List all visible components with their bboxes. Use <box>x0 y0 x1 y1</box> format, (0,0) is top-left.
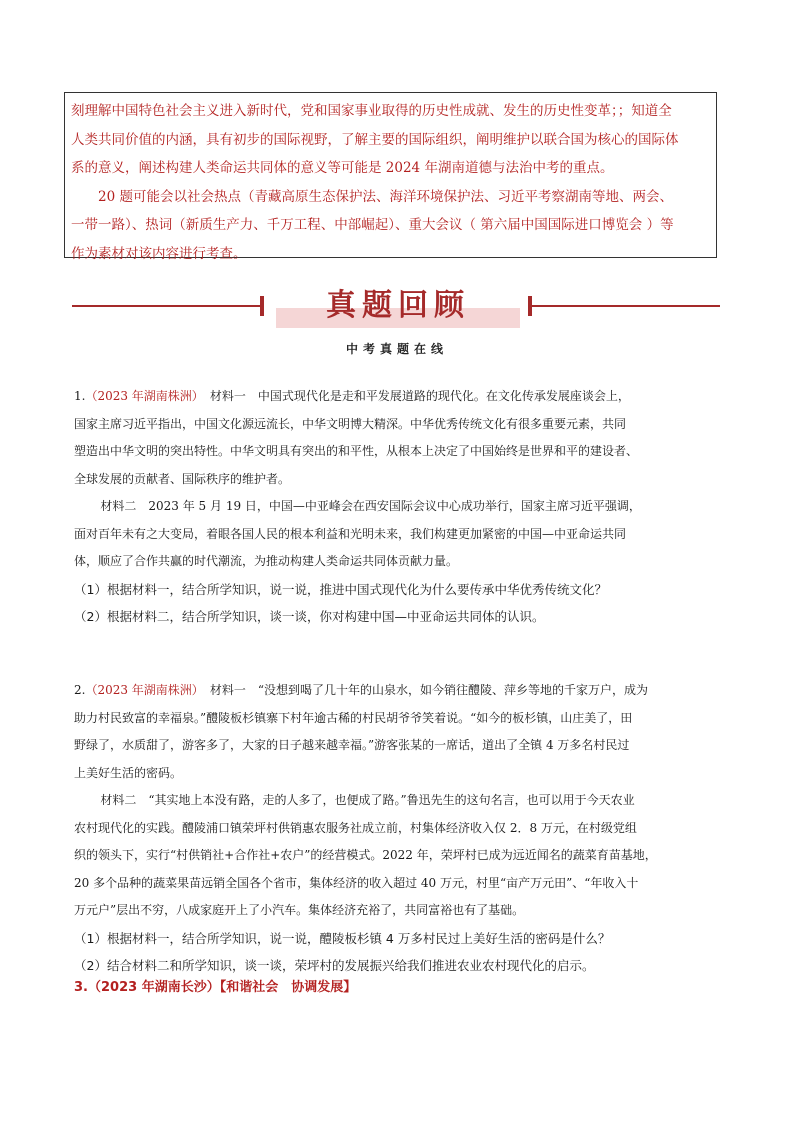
material-line: 国家主席习近平指出，中国文化源远流长，中华文明博大精深。中华优秀传统文化有很多重要元素，共同 <box>74 416 627 431</box>
material-line: 全球发展的贡献者、国际秩序的维护者。 <box>74 471 291 486</box>
question-source: （2023 年湖南株洲） <box>85 683 198 697</box>
question-3-heading: 3.（2023 年湖南长沙）【和谐社会 协调发展】 <box>74 980 357 995</box>
section-header <box>72 284 720 334</box>
sub-question-1: （1）根据材料一，结合所学知识，说一说，推进中国式现代化为什么要传承中华优秀传统文化？ <box>74 581 607 597</box>
question-number: 2. <box>74 683 86 697</box>
divider-cap-left <box>260 296 264 316</box>
material-line: 塑造出中华文明的突出特性。中华文明具有突出的和平性，从根本上决定了中国始终是世界和平的建设者、 <box>74 444 639 458</box>
section-subtitle: 中考真题在线 <box>345 342 448 356</box>
question-source: （2023 年湖南株洲） <box>85 389 198 403</box>
material-line: 上美好生活的密码。 <box>74 765 183 780</box>
material-line: 材料二 “其实地上本没有路，走的人多了，也便成了路。”鲁迅先生的这句名言，也可以用于今天农业 <box>100 793 635 807</box>
material-line: 材料一 “没想到喝了几十年的山泉水，如今销往醴陵、萍乡等地的千家万户，成为 <box>209 683 648 697</box>
sub-question-1: （1）根据材料一，结合所学知识，说一说，醴陵板杉镇 4 万多村民过上美好生活的密码是什么？ <box>74 930 611 946</box>
divider-right <box>532 305 720 307</box>
notice-line: 刻理解中国特色社会主义进入新时代，党和国家事业取得的历史性成就、发生的历史性变革；；知道全 <box>71 103 672 119</box>
material-line: 面对百年未有之大变局，着眼各国人民的根本利益和光明未来，我们构建更加紧密的中国—中亚命运共同 <box>74 526 627 541</box>
material-line: 野绿了，水质甜了，游客多了，大家的日子越来越幸福。”游客张某的一席话，道出了全镇 4 万多名村民过 <box>74 738 630 752</box>
notice-line: 20 题可能会以社会热点（青藏高原生态保护法、海洋环境保护法、习近平考察湖南等地、两会、 <box>98 188 673 205</box>
notice-line: 人类共同价值的内涵，具有初步的国际视野，了解主要的国际组织，阐明维护以联合国为核心的国际体 <box>71 131 679 148</box>
question-1 <box>74 383 724 631</box>
material-line: 材料二 2023 年 5 月 19 日，中国—中亚峰会在西安国际会议中心成功举行，国家主席习近平强调， <box>100 499 641 513</box>
sub-question-2: （2）结合材料二和所学知识，谈一谈，荣坪村的发展振兴给我们推进农业农村现代化的启示。 <box>74 958 595 973</box>
material-line: 20 多个品种的蔬菜果苗远销全国各个省市，集体经济的收入超过 40 万元，村里“亩产万元田”、“年收入十 <box>74 875 639 890</box>
question-number: 1. <box>74 389 86 403</box>
notice-line: 作为素材对该内容进行考查。 <box>71 245 247 262</box>
material-line: 织的领头下，实行“村供销社+合作社+农户”的经营模式。2022 年，荣坪村已成为远近闻名的蔬菜育苗基地， <box>74 848 657 862</box>
material-line: 材料一 中国式现代化是走和平发展道路的现代化。在文化传承发展座谈会上， <box>209 389 630 403</box>
material-line: 体，顺应了合作共赢的时代潮流，为推动构建人类命运共同体贡献力量。 <box>74 554 459 568</box>
section-title: 真题回顾 <box>326 288 470 323</box>
material-line: 万元户”层出不穷，八成家庭开上了小汽车。集体经济充裕了，共同富裕也有了基础。 <box>74 903 525 917</box>
question-first-line <box>74 383 724 411</box>
notice-line: 系的意义，阐述构建人类命运共同体的意义等可能是 2024 年湖南道德与法治中考的重点。 <box>71 160 614 176</box>
material-line: 农村现代化的实践。醴陵浦口镇荣坪村供销惠农服务社成立前，村集体经济收入仅 2．8 万元，在村级党组 <box>74 820 637 835</box>
question-first-line <box>74 677 724 705</box>
exam-focus-notice <box>64 92 717 262</box>
sub-question-2: （2）根据材料二，结合所学知识，谈一谈，你对构建中国—中亚命运共同体的认识。 <box>74 609 545 624</box>
notice-line: 一带一路）、热词（新质生产力、千万工程、中部崛起）、重大会议（ 第六届中国国际进口博览会 ）等 <box>71 217 674 233</box>
question-2 <box>74 677 724 980</box>
divider-left <box>72 305 260 307</box>
material-line: 助力村民致富的幸福泉。”醴陵板杉镇寨下村年逾古稀的村民胡爷爷笑着说。“如今的板杉镇，山庄美了，田 <box>74 710 633 725</box>
